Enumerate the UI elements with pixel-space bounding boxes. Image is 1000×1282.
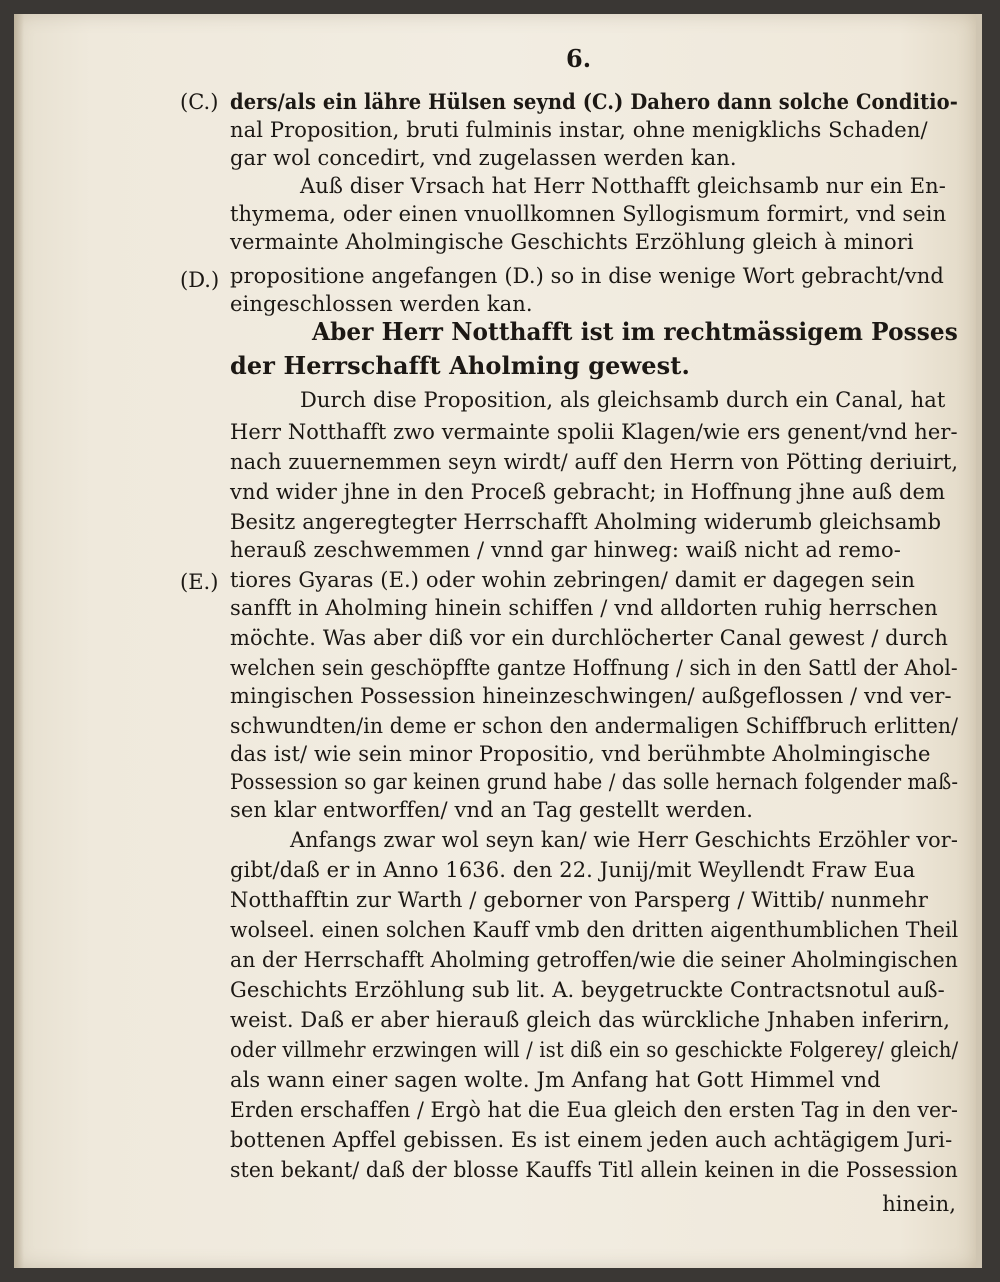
text-line: Erden erschaffen / Ergò hat die Eua gleich den ersten Tag in den ver- [230, 1098, 959, 1122]
text-line: Durch dise Proposition, als gleichsamb durch ein Canal, hat [300, 388, 946, 412]
text-line: gibt/daß er in Anno 1636. den 22. Junij/mit Weyllendt Fraw Eua [230, 858, 916, 882]
text-line: vnd wider jhne in den Proceß gebracht; in Hoffnung jhne auß dem [230, 480, 946, 504]
text-line: ders/als ein lähre Hülsen seynd (C.) Dahero dann solche Conditio- [230, 89, 958, 114]
section-heading: Aber Herr Notthafft ist im rechtmässigem Posses [312, 317, 958, 346]
text-line: sten bekant/ daß der blosse Kauffs Titl allein keinen in die Possession [230, 1158, 958, 1182]
text-line: sen klar entworffen/ vnd an Tag gestellt werden. [230, 798, 753, 822]
margin-note-e: (E.) [180, 570, 219, 594]
text-line: wolseel. einen solchen Kauff vmb den dritten aigenthumblichen Theil [230, 918, 959, 942]
margin-note-d: (D.) [180, 268, 220, 292]
text-line: schwundten/in deme er schon den andermaligen Schiffbruch erlitten/ [230, 714, 959, 738]
text-line: welchen sein geschöpffte gantze Hoffnung / sich in den Sattl der Ahol- [230, 656, 958, 680]
text-line: propositione angefangen (D.) so in dise wenige Wort gebracht/vnd [230, 264, 944, 288]
text-line: nach zuuernemmen seyn wirdt/ auff den Herrn von Pötting deriuirt, [230, 450, 959, 474]
text-line: das ist/ wie sein minor Propositio, vnd berühmbte Aholmingische [230, 742, 931, 766]
text-line: an der Herrschafft Aholming getroffen/wie die seiner Aholmingischen [230, 948, 958, 972]
catchword: hinein, [882, 1192, 956, 1216]
text-line: herauß zeschwemmen / vnnd gar hinweg: waiß nicht ad remo- [230, 538, 901, 562]
text-line: weist. Daß er aber hierauß gleich das würckliche Jnhaben inferirn, [230, 1008, 951, 1032]
text-line: sanfft in Aholming hinein schiffen / vnd alldorten ruhig herrschen [230, 596, 938, 620]
section-heading: der Herrschafft Aholming gewest. [230, 351, 690, 380]
page-number: 6. [566, 44, 592, 73]
text-line: Herr Notthafft zwo vermainte spolii Klagen/wie ers genent/vnd her- [230, 420, 958, 444]
text-line: nal Proposition, bruti fulminis instar, ohne menigklichs Schaden/ [230, 118, 928, 142]
text-line: vermainte Aholmingische Geschichts Erzöhlung gleich à minori [230, 230, 914, 254]
text-line: möchte. Was aber diß vor ein durchlöcherter Canal gewest / durch [230, 626, 948, 650]
text-line: thymema, oder einen vnuollkomnen Syllogismum formirt, vnd sein [230, 202, 947, 226]
text-line: tiores Gyaras (E.) oder wohin zebringen/ damit er dagegen sein [230, 568, 915, 592]
page-gutter [14, 14, 24, 1268]
text-line: Geschichts Erzöhlung sub lit. A. beygetruckte Contractsnotul auß- [230, 978, 945, 1002]
text-line: gar wol concedirt, vnd zugelassen werden kan. [230, 146, 737, 170]
margin-note-c: (C.) [180, 90, 219, 114]
text-line: Anfangs zwar wol seyn kan/ wie Herr Geschichts Erzöhler vor- [290, 828, 958, 852]
text-line: mingischen Possession hineinzeschwingen/ außgeflossen / vnd ver- [230, 684, 952, 708]
text-line: Notthafftin zur Warth / geborner von Parsperg / Wittib/ nunmehr [230, 888, 929, 912]
text-line: eingeschlossen werden kan. [230, 292, 533, 316]
text-line: Auß diser Vrsach hat Herr Notthafft gleichsamb nur ein En- [300, 174, 946, 198]
text-line: oder villmehr erzwingen will / ist diß ein so geschickte Folgerey/ gleich/ [230, 1038, 959, 1062]
text-line: Possession so gar keinen grund habe / das solle hernach folgender maß- [230, 770, 959, 794]
text-line: bottenen Apffel gebissen. Es ist einem jeden auch achtägigem Juri- [230, 1128, 953, 1152]
text-line: Besitz angeregtegter Herrschafft Aholming widerumb gleichsamb [230, 510, 942, 534]
text-line: als wann einer sagen wolte. Jm Anfang hat Gott Himmel vnd [230, 1068, 881, 1092]
